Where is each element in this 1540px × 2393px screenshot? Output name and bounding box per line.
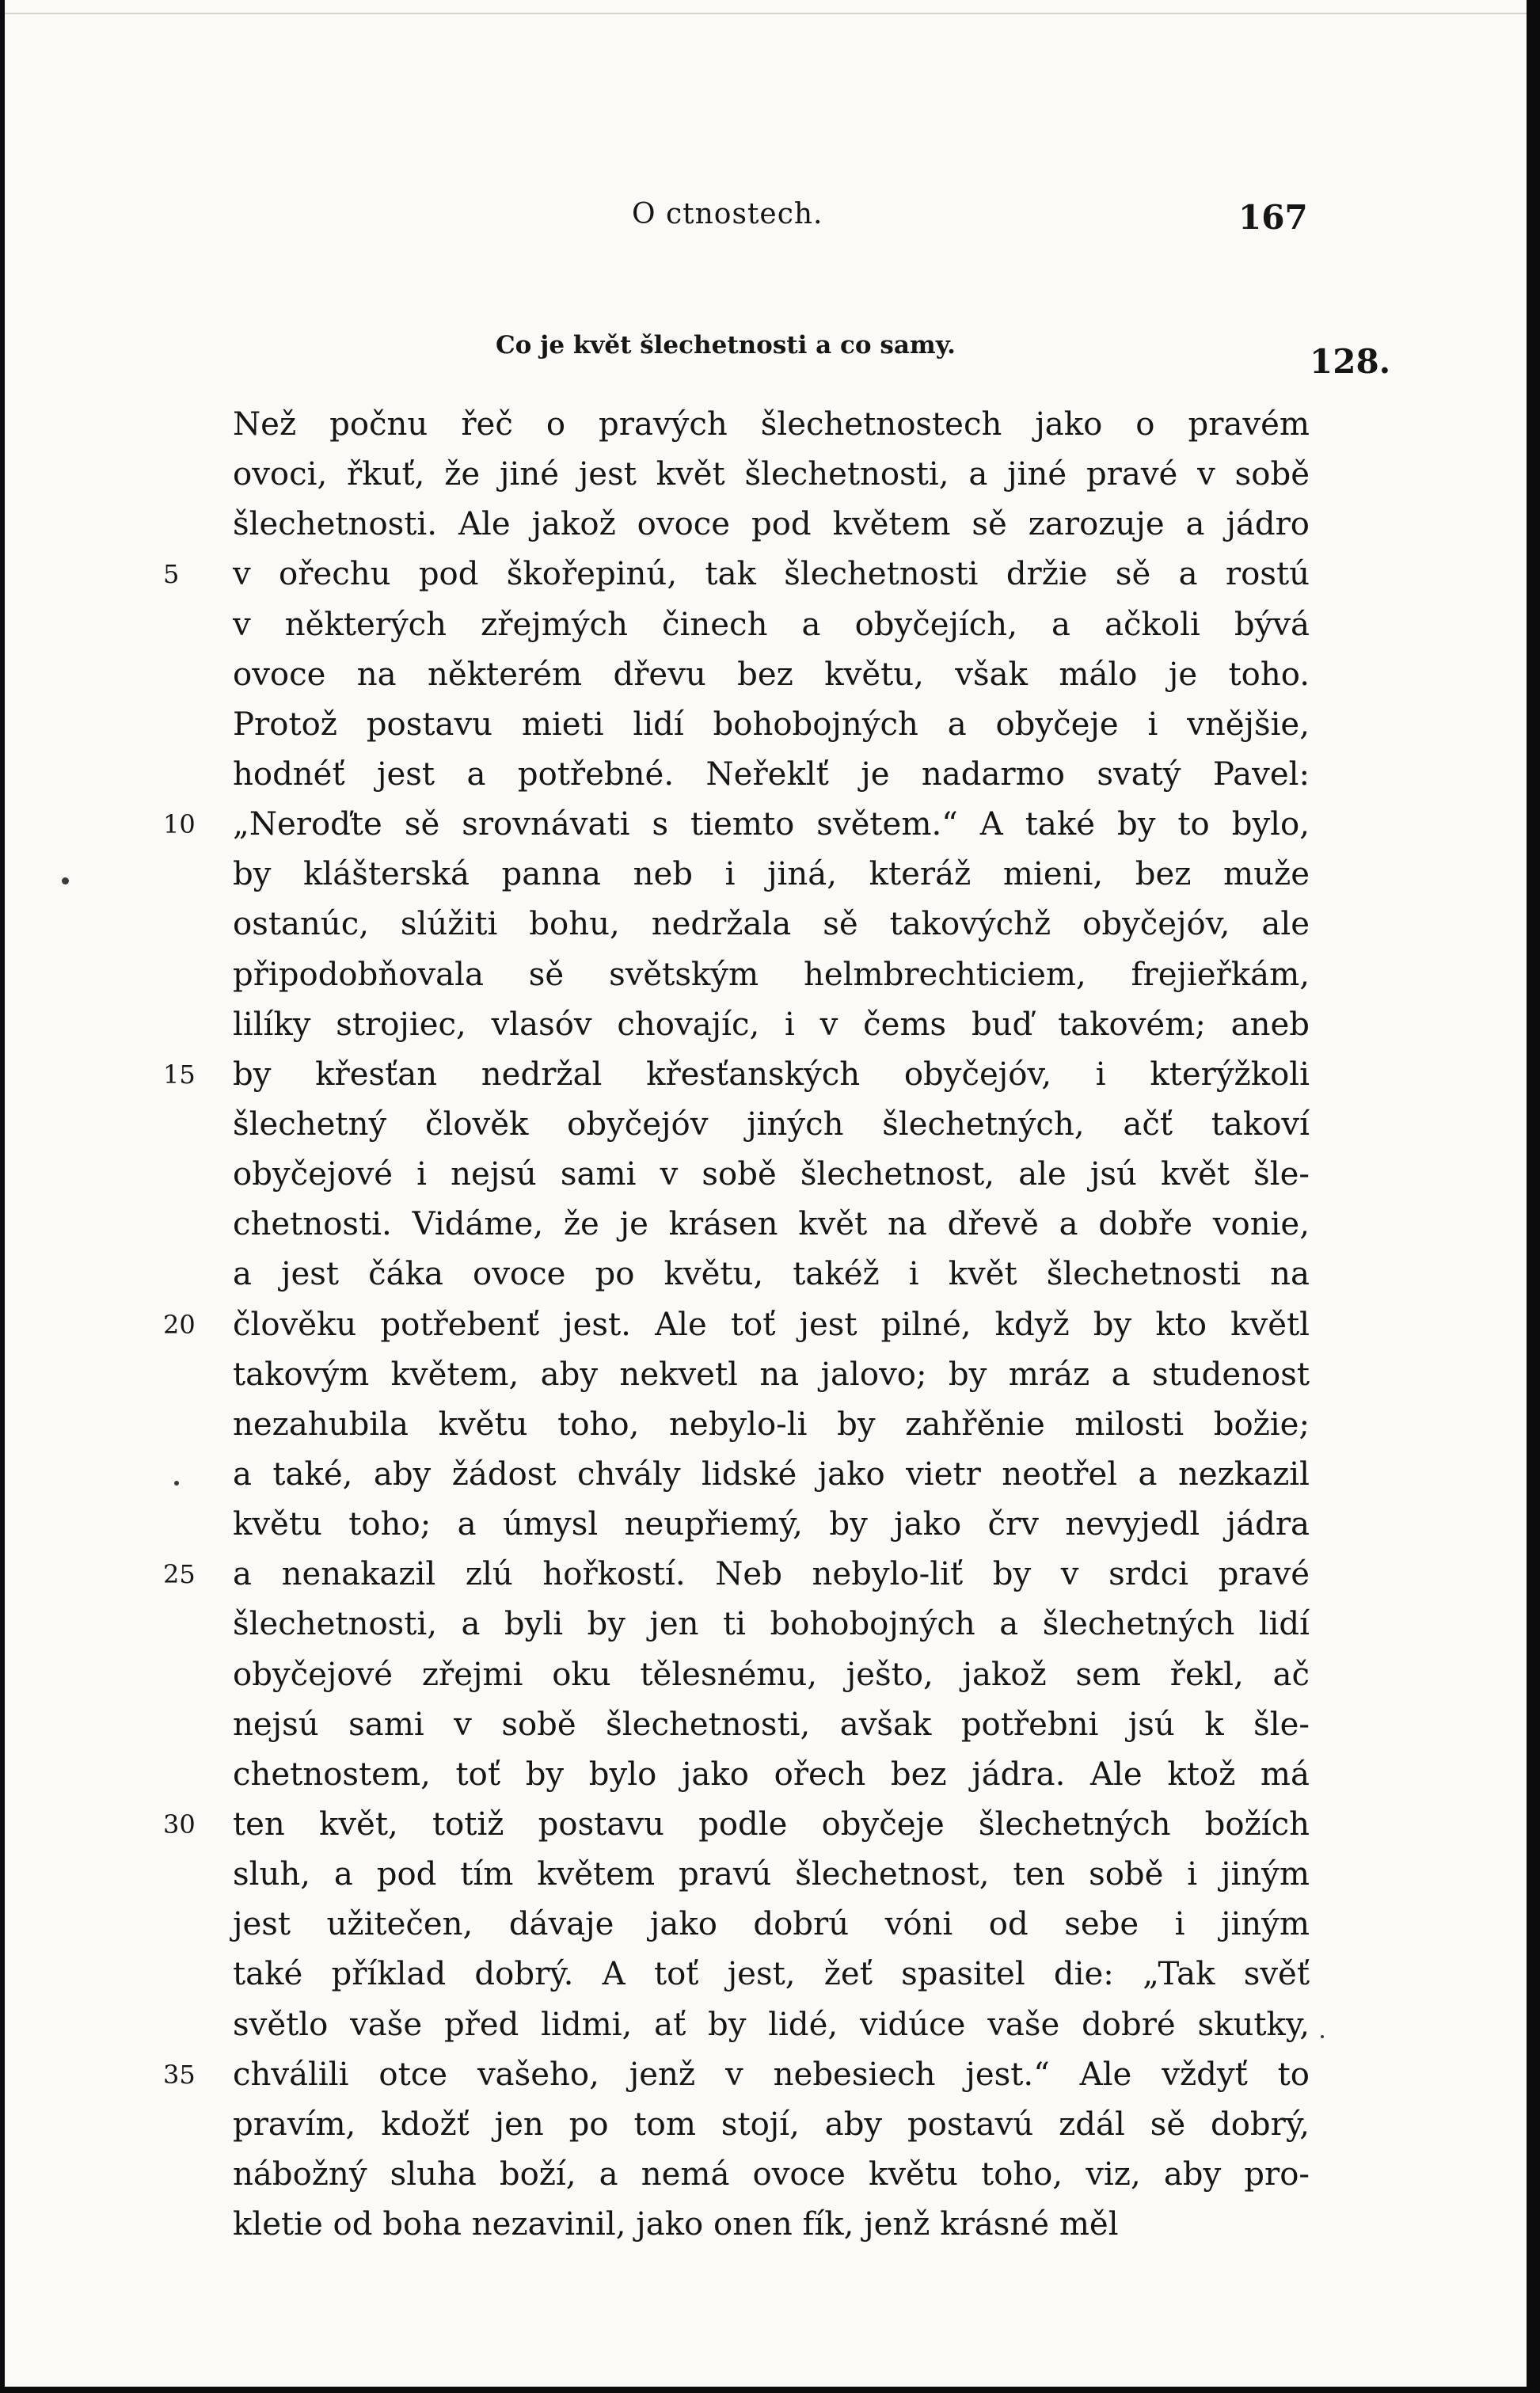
print-speck (174, 1481, 179, 1486)
text-line (233, 2100, 1310, 2150)
text-line (233, 600, 1310, 650)
line-text: chetnostem, toť by bylo jako ořech bez jádra. Ale ktož má (233, 1756, 1310, 1793)
line-number: 25 (163, 1559, 196, 1590)
line-text: chválili otce vašeho, jenž v nebesiech jest.“ Ale vždyť to (233, 2056, 1310, 2093)
text-line (163, 2050, 1310, 2100)
text-line (233, 700, 1310, 750)
line-text: sluh, a pod tím květem pravú šlechetnost, ten sobě i jiným (233, 1856, 1310, 1893)
line-text: a jest čáka ovoce po květu, takéž i květ šlechetnosti na (233, 1256, 1310, 1293)
line-text: nábožný sluha boží, a nemá ovoce květu toho, viz, aby pro- (233, 2155, 1310, 2193)
page-header (5, 198, 1527, 245)
text-line (233, 1850, 1310, 1900)
text-line (233, 2150, 1310, 2200)
text-line (233, 1250, 1310, 1299)
line-text: pravím, kdožť jen po tom stojí, aby postavú zdál sě dobrý, (233, 2106, 1310, 2143)
text-line (233, 850, 1310, 900)
text-line (163, 800, 1310, 850)
text-line (163, 1800, 1310, 1850)
text-body (163, 400, 1310, 2250)
line-text: nejsú sami v sobě šlechetnosti, avšak potřebni jsú k šle- (233, 1706, 1310, 1743)
line-text: obyčejové zřejmi oku tělesnému, ješto, jakož sem řekl, ač (233, 1656, 1310, 1693)
line-number: 10 (163, 809, 196, 840)
line-text: chetnosti. Vidáme, že je krásen květ na dřevě a dobře vonie, (233, 1206, 1310, 1243)
line-text: takovým květem, aby nekvetl na jalovo; by mráz a studenost (233, 1356, 1310, 1393)
line-text: a také, aby žádost chvály lidské jako vietr neotřel a nezkazil (233, 1455, 1310, 1493)
line-text: šlechetnosti. Ale jakož ovoce pod květem sě zarozuje a jádro (233, 506, 1310, 543)
text-line (233, 1750, 1310, 1800)
line-number: 5 (163, 559, 180, 590)
text-line (233, 2200, 1310, 2250)
line-text: připodobňovala sě světským helmbrechticiem, frejieřkám, (233, 956, 1310, 993)
text-line (233, 1450, 1310, 1500)
line-text: a nenakazil zlú hořkostí. Neb nebylo-liť by v srdci pravé (233, 1556, 1310, 1593)
line-text: lilíky strojiec, vlasóv chovajíc, i v čems buď takovém; aneb (233, 1006, 1310, 1043)
text-line (233, 650, 1310, 700)
line-text: ostanúc, slúžiti bohu, nedržala sě takovýchž obyčejóv, ale (233, 906, 1310, 943)
text-line (233, 1400, 1310, 1450)
line-number: 35 (163, 2059, 196, 2090)
line-text: člověku potřebenť jest. Ale toť jest pilné, když by kto květl (233, 1306, 1310, 1343)
text-line (233, 1350, 1310, 1400)
line-text: kletie od boha nezavinil, jako onen fík, jenž krásné měl (233, 2206, 1119, 2243)
line-text: šlechetný člověk obyčejóv jiných šlechetných, ačť takoví (233, 1105, 1310, 1143)
line-text: světlo vaše před lidmi, ať by lidé, vidúce vaše dobré skutky, (233, 2006, 1310, 2043)
line-text: by klášterská panna neb i jiná, kteráž mieni, bez muže (233, 856, 1310, 893)
text-line (233, 450, 1310, 500)
text-line (163, 1550, 1310, 1600)
line-text: Protož postavu mieti lidí bohobojných a obyčeje i vnějšie, (233, 706, 1310, 743)
print-speck (62, 877, 69, 885)
text-line (233, 500, 1310, 550)
line-number: 30 (163, 1809, 196, 1839)
line-text: také příklad dobrý. A toť jest, žeť spasitel die: „Tak svěť (233, 1956, 1310, 1993)
line-text: šlechetnosti, a byli by jen ti bohobojných a šlechetných lidí (233, 1606, 1310, 1643)
section-margin-number: 128. (1310, 342, 1391, 381)
line-text: nezahubila květu toho, nebylo-li by zahřěnie milosti božie; (233, 1406, 1310, 1443)
text-line (163, 1300, 1310, 1350)
line-text: Než počnu řeč o pravých šlechetnostech jako o pravém (233, 406, 1310, 443)
line-text: by křesťan nedržal křesťanských obyčejóv, i kterýžkoli (233, 1056, 1310, 1093)
line-text: ten květ, totiž postavu podle obyčeje šlechetných božích (233, 1805, 1310, 1843)
line-text: jest užitečen, dávaje jako dobrú vóni od sebe i jiným (233, 1906, 1310, 1943)
text-line (233, 400, 1310, 450)
text-line (233, 1500, 1310, 1550)
line-text: v některých zřejmých činech a obyčejích, a ačkoli bývá (233, 606, 1310, 643)
line-text: ovoci, řkuť, že jiné jest květ šlechetnosti, a jiné pravé v sobě (233, 456, 1310, 493)
line-text: obyčejové i nejsú sami v sobě šlechetnost, ale jsú květ šle- (233, 1156, 1310, 1193)
line-number: 15 (163, 1059, 196, 1090)
line-text: hodnéť jest a potřebné. Neřeklť je nadarmo svatý Pavel: (233, 755, 1310, 793)
top-edge-line (5, 13, 1527, 14)
running-title: O ctnostech. (632, 198, 823, 230)
page-number: 167 (1238, 198, 1308, 237)
line-text: květu toho; a úmysl neupřiemý, by jako črv nevyjedl jádra (233, 1506, 1310, 1543)
text-line (233, 750, 1310, 800)
text-line (233, 1200, 1310, 1250)
text-line (163, 550, 1310, 599)
line-text: v ořechu pod škořepinú, tak šlechetnosti držie sě a rostú (233, 556, 1310, 593)
text-line (233, 1000, 1310, 1050)
text-line (233, 1600, 1310, 1649)
text-line (233, 2000, 1310, 2050)
text-line (233, 950, 1310, 1000)
line-text: „Neroďte sě srovnávati s tiemto světem.“ A také by to bylo, (233, 806, 1310, 843)
text-line (233, 1900, 1310, 1950)
line-text: ovoce na některém dřevu bez květu, však málo je toho. (233, 656, 1310, 693)
line-number: 20 (163, 1309, 196, 1340)
text-line (233, 1650, 1310, 1700)
text-line (233, 1100, 1310, 1150)
book-page (5, 0, 1527, 2387)
text-line (233, 1950, 1310, 1999)
text-line (233, 1150, 1310, 1200)
text-line (233, 1700, 1310, 1750)
print-speck (1321, 2035, 1324, 2038)
section-heading: Co je květ šlechetnosti a co samy. (496, 331, 956, 360)
text-line (163, 1050, 1310, 1100)
text-line (233, 900, 1310, 949)
